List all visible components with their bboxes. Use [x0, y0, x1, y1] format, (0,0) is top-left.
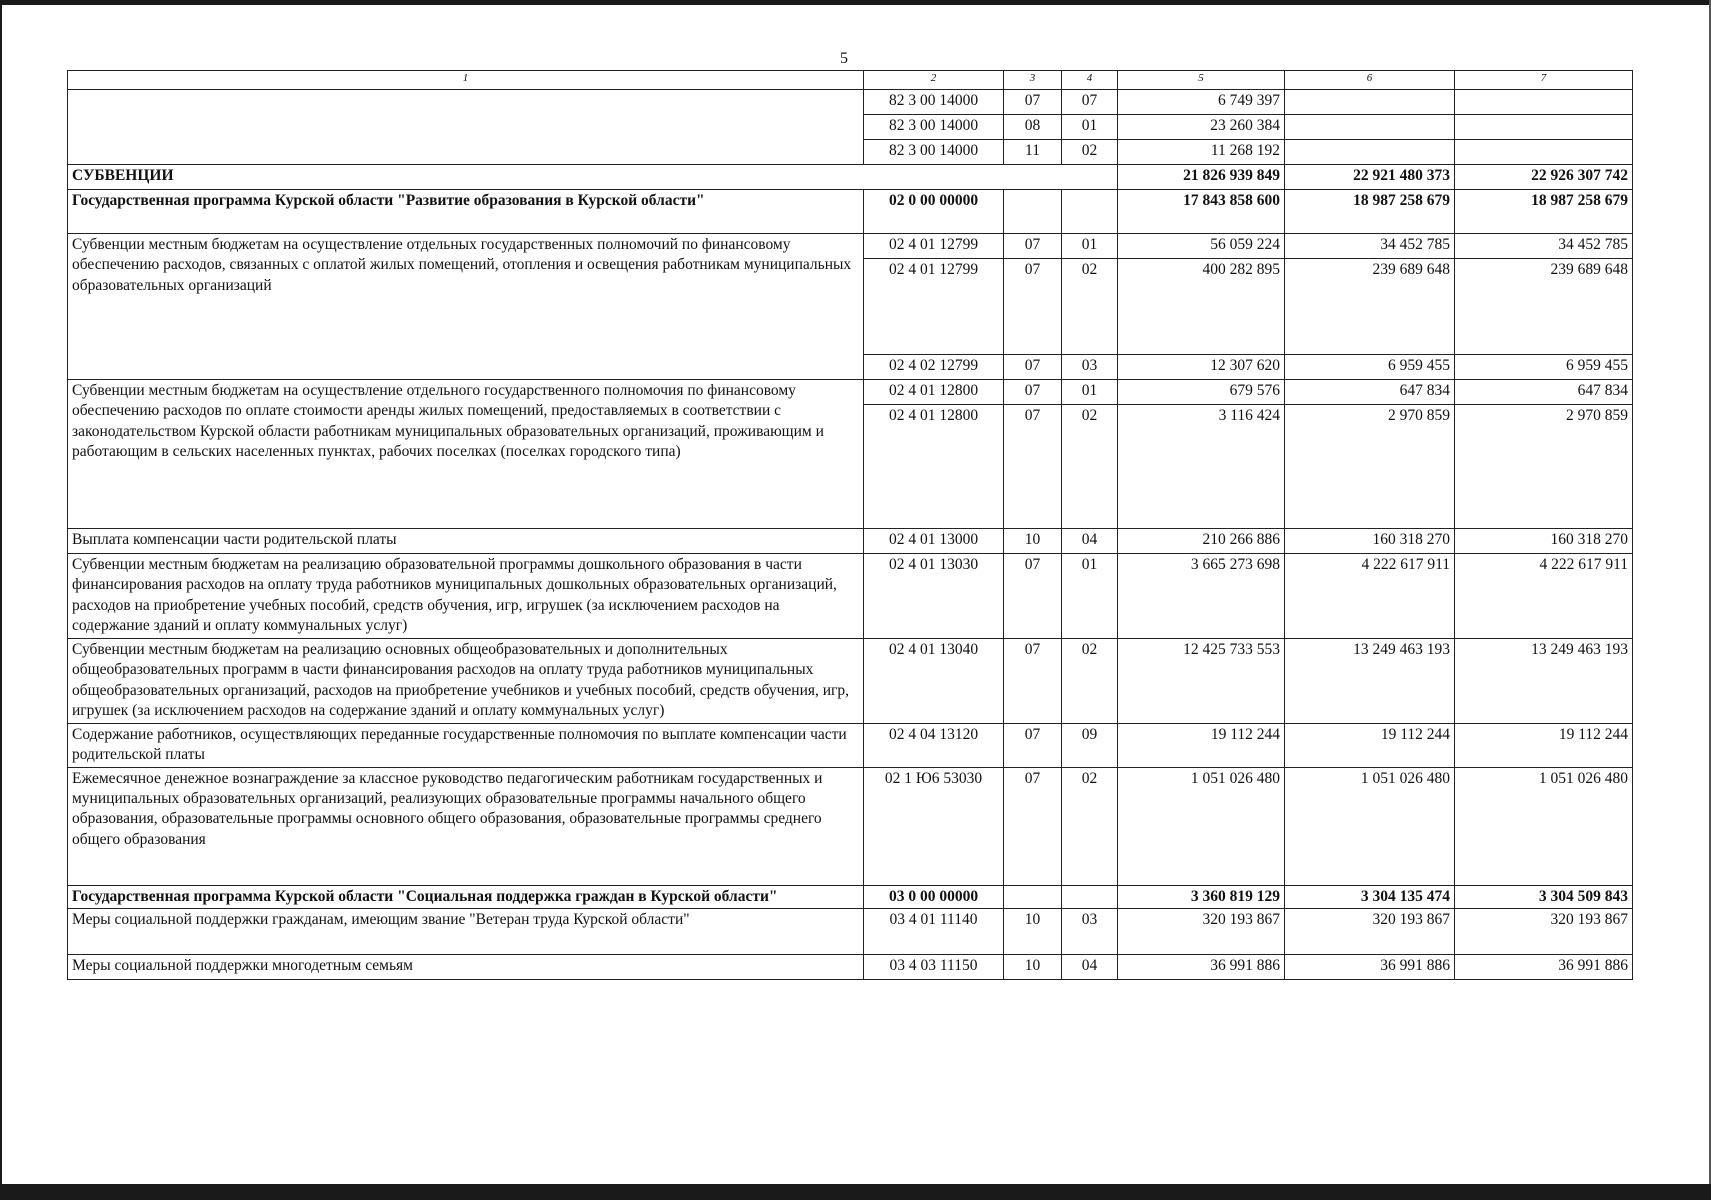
code-cell: 82 3 00 14000 — [864, 90, 1004, 115]
code-cell: 02 4 01 12799 — [864, 259, 1004, 355]
section-cell: 10 — [1004, 908, 1062, 954]
scan-border-bottom — [0, 1184, 1711, 1200]
amount-cell: 4 222 617 911 — [1455, 554, 1633, 639]
section-cell: 08 — [1004, 115, 1062, 140]
subsection-cell: 09 — [1062, 723, 1118, 767]
code-cell: 02 4 01 13030 — [864, 554, 1004, 639]
amount-cell: 13 249 463 193 — [1455, 638, 1633, 723]
amount-cell — [1455, 115, 1633, 140]
row-description: Ежемесячное денежное вознаграждение за классное руководство педагогическим работникам государственных и муниципальных образовательных организаций, реализующих образовательные программы начального общего образования, образовательные программы основного общего образования, образовательные программы среднего общего образования — [68, 767, 864, 885]
amount-cell: 19 112 244 — [1118, 723, 1285, 767]
code-cell: 02 4 01 13040 — [864, 638, 1004, 723]
table-row — [68, 908, 1633, 954]
table-row — [68, 723, 1633, 767]
amount-cell: 400 282 895 — [1118, 259, 1285, 355]
table-row — [68, 380, 1633, 405]
subsection-cell: 02 — [1062, 405, 1118, 529]
subsection-cell: 03 — [1062, 908, 1118, 954]
amount-cell: 13 249 463 193 — [1285, 638, 1455, 723]
subventions-label: СУБВЕНЦИИ — [68, 165, 1118, 190]
subsection-cell: 02 — [1062, 638, 1118, 723]
table-row — [68, 234, 1633, 259]
amount-cell: 210 266 886 — [1118, 529, 1285, 554]
amount-cell — [1455, 140, 1633, 165]
amount-cell: 320 193 867 — [1285, 908, 1455, 954]
subventions-total-row — [68, 165, 1633, 190]
subsection-cell: 02 — [1062, 259, 1118, 355]
scan-border-left — [0, 0, 2, 1200]
code-cell: 82 3 00 14000 — [864, 115, 1004, 140]
program-label: Государственная программа Курской области "Социальная поддержка граждан в Курской области" — [68, 885, 864, 908]
amount-cell: 3 304 135 474 — [1285, 885, 1455, 908]
section-cell: 07 — [1004, 380, 1062, 405]
amount-cell: 1 051 026 480 — [1118, 767, 1285, 885]
amount-cell: 17 843 858 600 — [1118, 190, 1285, 234]
code-cell: 02 4 04 13120 — [864, 723, 1004, 767]
program-label: Государственная программа Курской области "Развитие образования в Курской области" — [68, 190, 864, 234]
amount-cell: 19 112 244 — [1455, 723, 1633, 767]
header-row — [68, 71, 1633, 90]
amount-cell: 679 576 — [1118, 380, 1285, 405]
section-cell: 07 — [1004, 638, 1062, 723]
amount-cell: 11 268 192 — [1118, 140, 1285, 165]
header-cell: 1 — [68, 71, 864, 90]
amount-cell: 6 749 397 — [1118, 90, 1285, 115]
amount-cell — [1285, 90, 1455, 115]
amount-cell: 12 307 620 — [1118, 355, 1285, 380]
code-cell: 03 4 01 11140 — [864, 908, 1004, 954]
table-row — [68, 638, 1633, 723]
amount-cell: 239 689 648 — [1455, 259, 1633, 355]
header-cell: 7 — [1455, 71, 1633, 90]
amount-cell: 56 059 224 — [1118, 234, 1285, 259]
amount-cell: 2 970 859 — [1455, 405, 1633, 529]
amount-cell: 18 987 258 679 — [1285, 190, 1455, 234]
amount-cell: 19 112 244 — [1285, 723, 1455, 767]
table-row — [68, 529, 1633, 554]
amount-cell: 320 193 867 — [1118, 908, 1285, 954]
code-cell: 02 4 02 12799 — [864, 355, 1004, 380]
amount-cell: 23 260 384 — [1118, 115, 1285, 140]
section-cell: 07 — [1004, 259, 1062, 355]
amount-cell: 3 116 424 — [1118, 405, 1285, 529]
amount-cell — [1285, 115, 1455, 140]
amount-cell: 647 834 — [1455, 380, 1633, 405]
subsection-cell: 02 — [1062, 140, 1118, 165]
section-cell: 07 — [1004, 90, 1062, 115]
section-cell: 10 — [1004, 954, 1062, 979]
amount-cell: 34 452 785 — [1285, 234, 1455, 259]
amount-cell: 3 665 273 698 — [1118, 554, 1285, 639]
row-description: Содержание работников, осуществляющих переданные государственные полномочия по выплате компенсации части родительской платы — [68, 723, 864, 767]
section-cell: 07 — [1004, 554, 1062, 639]
section-cell: 10 — [1004, 529, 1062, 554]
header-cell: 2 — [864, 71, 1004, 90]
amount-cell: 1 051 026 480 — [1285, 767, 1455, 885]
amount-cell: 320 193 867 — [1455, 908, 1633, 954]
amount-cell: 12 425 733 553 — [1118, 638, 1285, 723]
code-cell: 02 4 01 13000 — [864, 529, 1004, 554]
amount-cell: 6 959 455 — [1455, 355, 1633, 380]
subsection-cell: 01 — [1062, 380, 1118, 405]
table-row — [68, 90, 1633, 115]
row-description: Меры социальной поддержки многодетным семьям — [68, 954, 864, 979]
header-cell: 4 — [1062, 71, 1118, 90]
amount-cell: 34 452 785 — [1455, 234, 1633, 259]
subsection-cell: 04 — [1062, 529, 1118, 554]
budget-table — [67, 70, 1633, 980]
section-cell: 07 — [1004, 405, 1062, 529]
amount-cell: 2 970 859 — [1285, 405, 1455, 529]
code-cell: 02 4 01 12799 — [864, 234, 1004, 259]
amount-cell: 3 360 819 129 — [1118, 885, 1285, 908]
table-row — [68, 554, 1633, 639]
subsection-cell: 03 — [1062, 355, 1118, 380]
subsection-cell — [1062, 190, 1118, 234]
amount-cell — [1285, 140, 1455, 165]
amount-cell: 18 987 258 679 — [1455, 190, 1633, 234]
amount-cell: 36 991 886 — [1118, 954, 1285, 979]
header-cell: 3 — [1004, 71, 1062, 90]
code-cell: 02 1 Ю6 53030 — [864, 767, 1004, 885]
section-cell: 07 — [1004, 767, 1062, 885]
amount-cell: 160 318 270 — [1285, 529, 1455, 554]
page-number: 5 — [840, 50, 848, 67]
row-description: Субвенции местным бюджетам на реализацию основных общеобразовательных и дополнительных общеобразовательных программ в части финансирования расходов на оплату труда работников муниципальных общеобразовательных организаций, расходов на приобретение учебников и учебных пособий, средств обучения, игр, игрушек (за исключением расходов на содержание зданий и оплату коммунальных услуг) — [68, 638, 864, 723]
code-cell: 03 4 03 11150 — [864, 954, 1004, 979]
row-description: Субвенции местным бюджетам на реализацию образовательной программы дошкольного образования в части финансирования расходов на оплату труда работников муниципальных дошкольных образовательных организаций, расходов на приобретение учебных пособий, средств обучения, игр, игрушек (за исключением расходов на содержание зданий и оплату коммунальных услуг) — [68, 554, 864, 639]
subsection-cell: 01 — [1062, 234, 1118, 259]
amount-cell: 239 689 648 — [1285, 259, 1455, 355]
program-row — [68, 190, 1633, 234]
program-row — [68, 885, 1633, 908]
amount-cell: 22 926 307 742 — [1455, 165, 1633, 190]
code-cell: 82 3 00 14000 — [864, 140, 1004, 165]
amount-cell — [1455, 90, 1633, 115]
code-cell: 02 0 00 00000 — [864, 190, 1004, 234]
amount-cell: 3 304 509 843 — [1455, 885, 1633, 908]
section-cell: 07 — [1004, 723, 1062, 767]
table-row — [68, 954, 1633, 979]
subsection-cell: 01 — [1062, 115, 1118, 140]
row-description: Выплата компенсации части родительской платы — [68, 529, 864, 554]
amount-cell: 647 834 — [1285, 380, 1455, 405]
code-cell: 02 4 01 12800 — [864, 380, 1004, 405]
subsection-cell: 07 — [1062, 90, 1118, 115]
section-cell: 07 — [1004, 234, 1062, 259]
amount-cell: 160 318 270 — [1455, 529, 1633, 554]
row-description: Субвенции местным бюджетам на осуществление отдельных государственных полномочий по финансовому обеспечению расходов, связанных с оплатой жилых помещений, отопления и освещения работникам муниципальных образовательных организаций — [68, 234, 864, 380]
row-description: Меры социальной поддержки гражданам, имеющим звание "Ветеран труда Курской области" — [68, 908, 864, 954]
amount-cell: 22 921 480 373 — [1285, 165, 1455, 190]
section-cell — [1004, 885, 1062, 908]
header-cell: 6 — [1285, 71, 1455, 90]
amount-cell: 4 222 617 911 — [1285, 554, 1455, 639]
amount-cell: 6 959 455 — [1285, 355, 1455, 380]
section-cell: 07 — [1004, 355, 1062, 380]
amount-cell: 1 051 026 480 — [1455, 767, 1633, 885]
subsection-cell: 01 — [1062, 554, 1118, 639]
amount-cell: 36 991 886 — [1455, 954, 1633, 979]
section-cell — [1004, 190, 1062, 234]
header-cell: 5 — [1118, 71, 1285, 90]
subsection-cell: 02 — [1062, 767, 1118, 885]
subsection-cell: 04 — [1062, 954, 1118, 979]
amount-cell: 21 826 939 849 — [1118, 165, 1285, 190]
code-cell: 03 0 00 00000 — [864, 885, 1004, 908]
section-cell: 11 — [1004, 140, 1062, 165]
scan-border-top — [0, 0, 1711, 5]
table-row — [68, 767, 1633, 885]
code-cell: 02 4 01 12800 — [864, 405, 1004, 529]
empty-description-cell — [68, 90, 864, 165]
row-description: Субвенции местным бюджетам на осуществление отдельного государственного полномочия по финансовому обеспечению расходов по оплате стоимости аренды жилых помещений, предоставляемых в соответствии с законодательством Курской области работникам муниципальных образовательных организаций, проживающим и работающим в сельских населенных пунктах, рабочих поселках (поселках городского типа) — [68, 380, 864, 529]
subsection-cell — [1062, 885, 1118, 908]
amount-cell: 36 991 886 — [1285, 954, 1455, 979]
